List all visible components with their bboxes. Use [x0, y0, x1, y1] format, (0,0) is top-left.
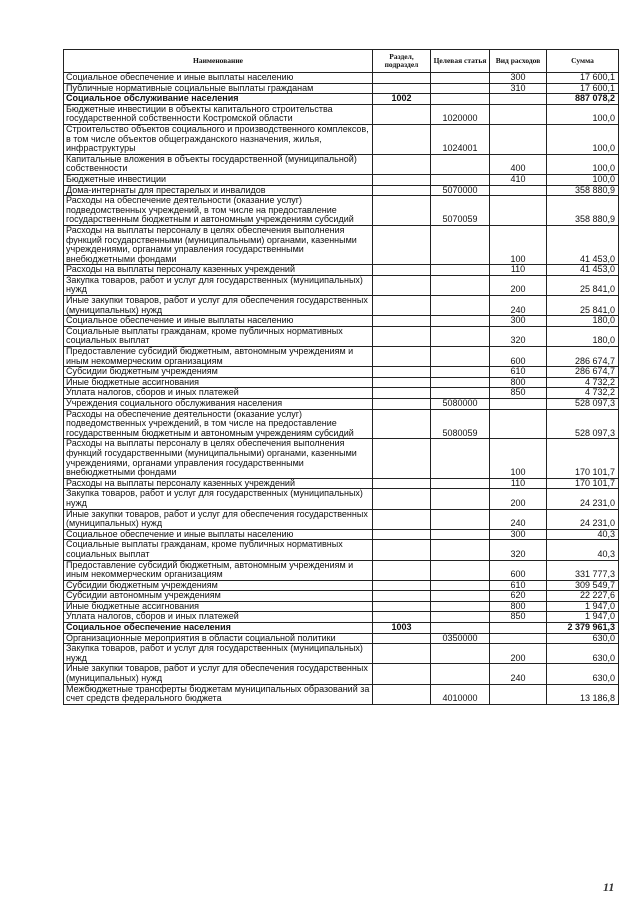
row-sum: 286 674,7 [547, 367, 619, 378]
row-name: Предоставление субсидий бюджетным, автономным учреждениям и иным некоммерческим организациям [64, 347, 373, 367]
table-row [64, 104, 619, 124]
row-target-article [431, 377, 490, 388]
table-row [64, 529, 619, 540]
row-section [373, 225, 431, 264]
row-expense-type [490, 124, 547, 154]
table-row [64, 409, 619, 439]
row-target-article [431, 478, 490, 489]
table-row [64, 633, 619, 644]
table-row [64, 509, 619, 529]
row-name: Социальные выплаты гражданам, кроме публичных нормативных социальных выплат [64, 540, 373, 560]
table-row [64, 83, 619, 94]
table-row [64, 560, 619, 580]
row-target-article [431, 296, 490, 316]
row-section [373, 367, 431, 378]
row-target-article: 5070059 [431, 196, 490, 226]
table-row [64, 326, 619, 346]
table-row [64, 644, 619, 664]
table-row [64, 316, 619, 327]
row-sum: 887 078,2 [547, 94, 619, 105]
row-sum: 630,0 [547, 633, 619, 644]
row-expense-type [490, 104, 547, 124]
row-target-article: 5080000 [431, 399, 490, 410]
table-row [64, 612, 619, 623]
row-target-article [431, 367, 490, 378]
row-expense-type: 600 [490, 347, 547, 367]
row-target-article [431, 94, 490, 105]
row-expense-type: 400 [490, 154, 547, 174]
row-expense-type: 300 [490, 316, 547, 327]
row-expense-type: 850 [490, 612, 547, 623]
row-sum: 630,0 [547, 644, 619, 664]
row-expense-type [490, 633, 547, 644]
row-target-article: 1024001 [431, 124, 490, 154]
row-sum: 358 880,9 [547, 185, 619, 196]
row-sum: 13 186,8 [547, 684, 619, 704]
row-name: Социальное обслуживание населения [64, 94, 373, 105]
row-name: Публичные нормативные социальные выплаты гражданам [64, 83, 373, 94]
row-target-article [431, 265, 490, 276]
row-section [373, 601, 431, 612]
row-expense-type [490, 399, 547, 410]
row-section [373, 124, 431, 154]
row-expense-type [490, 185, 547, 196]
row-sum: 100,0 [547, 104, 619, 124]
table-header [64, 50, 619, 73]
table-row [64, 265, 619, 276]
table-body [64, 73, 619, 705]
row-section [373, 644, 431, 664]
row-target-article [431, 73, 490, 84]
row-section [373, 326, 431, 346]
row-sum: 41 453,0 [547, 265, 619, 276]
row-expense-type: 320 [490, 326, 547, 346]
row-expense-type: 110 [490, 478, 547, 489]
row-section [373, 185, 431, 196]
row-name: Предоставление субсидий бюджетным, автономным учреждениям и иным некоммерческим организациям [64, 560, 373, 580]
table-row [64, 478, 619, 489]
row-name: Уплата налогов, сборов и иных платежей [64, 612, 373, 623]
row-expense-type: 240 [490, 296, 547, 316]
row-name: Расходы на обеспечение деятельности (оказание услуг) подведомственных учреждений, в том числе на предоставление государственным бюджетным и автономным учреждениям субсидий [64, 409, 373, 439]
row-expense-type: 800 [490, 377, 547, 388]
row-expense-type: 110 [490, 265, 547, 276]
row-sum: 40,3 [547, 529, 619, 540]
row-sum: 17 600,1 [547, 73, 619, 84]
row-section [373, 409, 431, 439]
row-expense-type: 200 [490, 644, 547, 664]
header-section: Раздел, подраздел [373, 50, 431, 73]
row-target-article [431, 347, 490, 367]
row-target-article [431, 529, 490, 540]
row-sum: 286 674,7 [547, 347, 619, 367]
row-name: Строительство объектов социального и производственного комплексов, в том числе объектов общегражданского назначения, жилья, инфраструктуры [64, 124, 373, 154]
row-target-article [431, 591, 490, 602]
table-row [64, 296, 619, 316]
page-number: 11 [603, 880, 615, 894]
row-sum: 630,0 [547, 664, 619, 684]
table-row [64, 439, 619, 478]
table-row [64, 185, 619, 196]
row-expense-type: 620 [490, 591, 547, 602]
row-section [373, 196, 431, 226]
row-sum: 4 732,2 [547, 388, 619, 399]
row-section [373, 439, 431, 478]
row-sum: 358 880,9 [547, 196, 619, 226]
row-name: Социальные выплаты гражданам, кроме публичных нормативных социальных выплат [64, 326, 373, 346]
row-expense-type: 610 [490, 367, 547, 378]
row-name: Иные закупки товаров, работ и услуг для обеспечения государственных (муниципальных) нужд [64, 296, 373, 316]
row-name: Субсидии бюджетным учреждениям [64, 580, 373, 591]
row-name: Иные бюджетные ассигнования [64, 377, 373, 388]
table-row [64, 591, 619, 602]
table-row [64, 489, 619, 509]
row-section [373, 633, 431, 644]
row-target-article [431, 83, 490, 94]
row-name: Иные закупки товаров, работ и услуг для обеспечения государственных (муниципальных) нужд [64, 664, 373, 684]
row-expense-type: 200 [490, 489, 547, 509]
row-expense-type: 320 [490, 540, 547, 560]
row-section [373, 684, 431, 704]
table-row [64, 623, 619, 634]
row-section [373, 275, 431, 295]
row-sum: 22 227,6 [547, 591, 619, 602]
row-name: Бюджетные инвестиции в объекты капитального строительства государственной собственности Костромской области [64, 104, 373, 124]
row-section [373, 377, 431, 388]
row-expense-type: 850 [490, 388, 547, 399]
row-name: Уплата налогов, сборов и иных платежей [64, 388, 373, 399]
row-section [373, 265, 431, 276]
row-section [373, 509, 431, 529]
table-row [64, 196, 619, 226]
row-name: Иные бюджетные ассигнования [64, 601, 373, 612]
row-sum: 309 549,7 [547, 580, 619, 591]
row-sum: 528 097,3 [547, 409, 619, 439]
row-name: Закупка товаров, работ и услуг для государственных (муниципальных) нужд [64, 644, 373, 664]
row-expense-type: 240 [490, 509, 547, 529]
budget-table [63, 49, 619, 705]
table-row [64, 399, 619, 410]
row-target-article [431, 540, 490, 560]
row-section [373, 612, 431, 623]
header-row [64, 50, 619, 73]
row-sum: 528 097,3 [547, 399, 619, 410]
row-section [373, 489, 431, 509]
row-target-article [431, 623, 490, 634]
row-target-article [431, 275, 490, 295]
row-name: Иные закупки товаров, работ и услуг для обеспечения государственных (муниципальных) нужд [64, 509, 373, 529]
row-name: Социальное обеспечение и иные выплаты населению [64, 316, 373, 327]
row-name: Закупка товаров, работ и услуг для государственных (муниципальных) нужд [64, 489, 373, 509]
row-section [373, 174, 431, 185]
row-name: Субсидии автономным учреждениям [64, 591, 373, 602]
row-section [373, 478, 431, 489]
row-expense-type [490, 94, 547, 105]
row-name: Учреждения социального обслуживания населения [64, 399, 373, 410]
table-row [64, 225, 619, 264]
row-target-article [431, 664, 490, 684]
row-name: Бюджетные инвестиции [64, 174, 373, 185]
row-target-article [431, 174, 490, 185]
row-name: Дома-интернаты для престарелых и инвалидов [64, 185, 373, 196]
row-target-article: 5070000 [431, 185, 490, 196]
row-expense-type: 240 [490, 664, 547, 684]
table-row [64, 124, 619, 154]
row-target-article [431, 601, 490, 612]
row-name: Социальное обеспечение и иные выплаты населению [64, 73, 373, 84]
row-sum: 40,3 [547, 540, 619, 560]
row-target-article [431, 439, 490, 478]
row-name: Межбюджетные трансферты бюджетам муниципальных образований за счет средств федерального бюджета [64, 684, 373, 704]
row-expense-type: 100 [490, 439, 547, 478]
row-sum: 331 777,3 [547, 560, 619, 580]
row-name: Социальное обеспечение и иные выплаты населению [64, 529, 373, 540]
row-section [373, 296, 431, 316]
row-section [373, 83, 431, 94]
row-expense-type: 300 [490, 529, 547, 540]
table-row [64, 94, 619, 105]
row-expense-type [490, 196, 547, 226]
table-row [64, 73, 619, 84]
row-target-article [431, 509, 490, 529]
table-row [64, 275, 619, 295]
row-target-article [431, 489, 490, 509]
row-section [373, 316, 431, 327]
row-section [373, 540, 431, 560]
row-expense-type: 610 [490, 580, 547, 591]
row-section [373, 591, 431, 602]
row-target-article: 0350000 [431, 633, 490, 644]
table-row [64, 580, 619, 591]
row-sum: 1 947,0 [547, 601, 619, 612]
row-sum: 4 732,2 [547, 377, 619, 388]
row-section [373, 347, 431, 367]
row-name: Расходы на обеспечение деятельности (оказание услуг) подведомственных учреждений, в том числе на предоставление государственным бюджетным и автономным учреждениям субсидий [64, 196, 373, 226]
row-target-article: 1020000 [431, 104, 490, 124]
row-expense-type: 100 [490, 225, 547, 264]
table-row [64, 601, 619, 612]
row-name: Закупка товаров, работ и услуг для государственных (муниципальных) нужд [64, 275, 373, 295]
table-row [64, 540, 619, 560]
row-sum: 2 379 961,3 [547, 623, 619, 634]
row-sum: 24 231,0 [547, 489, 619, 509]
row-sum: 100,0 [547, 174, 619, 185]
row-expense-type [490, 623, 547, 634]
row-sum: 100,0 [547, 124, 619, 154]
row-section [373, 154, 431, 174]
row-target-article [431, 326, 490, 346]
row-section [373, 580, 431, 591]
table-row [64, 664, 619, 684]
row-section: 1002 [373, 94, 431, 105]
row-expense-type: 800 [490, 601, 547, 612]
row-sum: 24 231,0 [547, 509, 619, 529]
row-name: Капитальные вложения в объекты государственной (муниципальной) собственности [64, 154, 373, 174]
table-row [64, 684, 619, 704]
table-row [64, 154, 619, 174]
header-target-article: Целевая статья [431, 50, 490, 73]
row-expense-type [490, 409, 547, 439]
row-expense-type: 410 [490, 174, 547, 185]
row-target-article [431, 644, 490, 664]
row-section [373, 388, 431, 399]
row-section [373, 104, 431, 124]
row-sum: 100,0 [547, 154, 619, 174]
header-name: Наименование [64, 50, 373, 73]
table-row [64, 377, 619, 388]
row-sum: 180,0 [547, 316, 619, 327]
row-target-article: 4010000 [431, 684, 490, 704]
row-target-article [431, 612, 490, 623]
row-sum: 17 600,1 [547, 83, 619, 94]
row-target-article [431, 580, 490, 591]
row-target-article [431, 388, 490, 399]
row-section [373, 560, 431, 580]
row-sum: 25 841,0 [547, 275, 619, 295]
row-sum: 41 453,0 [547, 225, 619, 264]
row-sum: 180,0 [547, 326, 619, 346]
row-expense-type: 200 [490, 275, 547, 295]
row-section [373, 529, 431, 540]
row-expense-type: 600 [490, 560, 547, 580]
row-name: Расходы на выплаты персоналу казенных учреждений [64, 265, 373, 276]
row-expense-type: 300 [490, 73, 547, 84]
table-row [64, 388, 619, 399]
row-expense-type [490, 684, 547, 704]
row-sum: 170 101,7 [547, 478, 619, 489]
row-name: Социальное обеспечение населения [64, 623, 373, 634]
row-target-article [431, 560, 490, 580]
row-target-article [431, 316, 490, 327]
row-sum: 1 947,0 [547, 612, 619, 623]
row-target-article [431, 225, 490, 264]
table-row [64, 367, 619, 378]
header-sum: Сумма [547, 50, 619, 73]
table-row [64, 174, 619, 185]
row-expense-type: 310 [490, 83, 547, 94]
row-section: 1003 [373, 623, 431, 634]
header-expense-type: Вид расходов [490, 50, 547, 73]
row-target-article [431, 154, 490, 174]
row-sum: 25 841,0 [547, 296, 619, 316]
row-name: Расходы на выплаты персоналу в целях обеспечения выполнения функций государственными (муниципальными) органами, казенными учреждениями, органами управления государственными внебюджетными фондами [64, 439, 373, 478]
row-name: Организационные мероприятия в области социальной политики [64, 633, 373, 644]
row-name: Расходы на выплаты персоналу в целях обеспечения выполнения функций государственными (муниципальными) органами, казенными учреждениями, органами управления государственными внебюджетными фондами [64, 225, 373, 264]
table-row [64, 347, 619, 367]
row-section [373, 664, 431, 684]
row-name: Субсидии бюджетным учреждениям [64, 367, 373, 378]
row-sum: 170 101,7 [547, 439, 619, 478]
row-section [373, 73, 431, 84]
row-target-article: 5080059 [431, 409, 490, 439]
row-name: Расходы на выплаты персоналу казенных учреждений [64, 478, 373, 489]
row-section [373, 399, 431, 410]
